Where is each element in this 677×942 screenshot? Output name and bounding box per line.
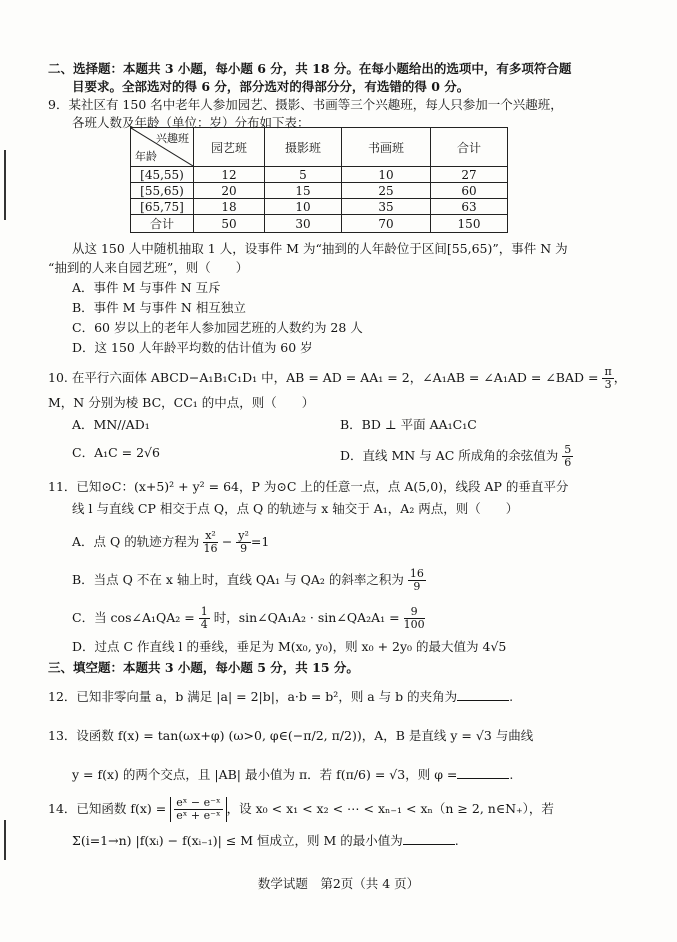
q9-stem-2: 各班人数及年龄（单位：岁）分布如下表： xyxy=(72,115,310,130)
q9-stem-3: 从这 150 人中随机抽取 1 人，设事件 M 为“抽到的人年龄位于区间[55,65)”，事件 N 为 xyxy=(72,241,568,256)
fraction-numerator: π xyxy=(604,365,612,378)
fraction xyxy=(236,530,251,555)
fraction-denominator: 4 xyxy=(200,618,208,631)
table-corner-cell xyxy=(131,128,194,167)
fraction-denominator: 9 xyxy=(413,580,421,593)
q10-option-c: C．A₁C = 2√6 xyxy=(72,445,160,460)
cell: 70 xyxy=(342,215,431,233)
row-label: [55,65) xyxy=(131,183,194,199)
fraction xyxy=(408,568,426,593)
q11-option-a xyxy=(72,530,659,555)
q9-option-a: A．事件 M 与事件 N 互斥 xyxy=(72,280,221,295)
period: . xyxy=(509,689,514,704)
cell: 25 xyxy=(342,183,431,199)
period: . xyxy=(454,833,459,848)
q12 xyxy=(48,688,659,706)
table-row xyxy=(131,199,508,215)
q12-text: 12．已知非零向量 a，b 满足 |a| = 2|b|，a·b = b²，则 a 与 b 的夹角为 xyxy=(48,689,458,704)
fraction-denominator: eˣ + e⁻ˣ xyxy=(176,809,221,822)
cell: 20 xyxy=(194,183,265,199)
fraction xyxy=(199,606,210,631)
cell: 27 xyxy=(431,167,508,183)
cell: 10 xyxy=(265,199,342,215)
q10-comma: ， xyxy=(613,370,627,385)
cell: 50 xyxy=(194,215,265,233)
cell: 12 xyxy=(194,167,265,183)
q10-options-row-2 xyxy=(72,443,659,469)
q10-options-row-1 xyxy=(72,416,659,434)
q10-stem-1-text: 10. 在平行六面体 ABCD−A₁B₁C₁D₁ 中，AB = AD = AA₁ = 2，∠A₁AB = ∠A₁AD = ∠BAD = xyxy=(48,370,599,385)
table-row xyxy=(131,167,508,183)
row-label: [45,55) xyxy=(131,167,194,183)
row-label: [65,75] xyxy=(131,199,194,215)
q10-stem-2: M，N 分别为棱 BC，CC₁ 的中点，则（ ） xyxy=(48,395,315,410)
q11-option-c-middle: 时，sin∠QA₁A₂ · sin∠QA₂A₁ = xyxy=(213,610,400,625)
header-cell: 园艺班 xyxy=(194,128,265,167)
q9-table xyxy=(130,127,508,233)
q11-stem-2: 线 l 与直线 CP 相交于点 Q，点 Q 的轨迹与 x 轴交于 A₁，A₂ 两点，则（ ） xyxy=(72,501,519,516)
q11-option-b xyxy=(72,568,659,593)
q10-option-a: A．MN//AD₁ xyxy=(72,417,150,432)
page-footer: 数学试题 第2页（共 4 页） xyxy=(257,876,420,891)
fraction-numerator: y² xyxy=(238,529,249,542)
q13-line-1-tail: ，A，B 是直线 y = √3 与曲线 xyxy=(361,728,534,743)
cell: 10 xyxy=(342,167,431,183)
q11-option-c xyxy=(72,606,659,631)
q10-stem-1 xyxy=(48,366,659,391)
header-cell: 合计 xyxy=(431,128,508,167)
fraction-numerator: 9 xyxy=(404,606,425,619)
binding-mark-top xyxy=(4,150,6,220)
cell: 30 xyxy=(265,215,342,233)
header-cell: 书画班 xyxy=(342,128,431,167)
answer-blank[interactable] xyxy=(403,832,455,845)
header-cell: 摄影班 xyxy=(265,128,342,167)
table-row xyxy=(131,183,508,199)
q9-stem-4: “抽到的人来自园艺班”，则（ ） xyxy=(48,260,249,275)
section-3-title: 三、填空题：本题共 3 小题，每小题 5 分，共 15 分。 xyxy=(48,660,359,675)
q10-option-d-text: D．直线 MN 与 AC 所成角的余弦值为 xyxy=(340,448,559,463)
q9-option-c: C．60 岁以上的老年人参加园艺班的人数约为 28 人 xyxy=(72,320,363,335)
equals-one: =1 xyxy=(250,534,270,549)
q9-option-b: B．事件 M 与事件 N 相互独立 xyxy=(72,300,246,315)
fraction-denominator: 3 xyxy=(604,378,612,391)
corner-top: 兴趣班 xyxy=(156,132,189,145)
answer-blank[interactable] xyxy=(457,766,509,779)
period: . xyxy=(509,767,514,782)
q11-option-c-text: C．当 cos∠A₁QA₂ = xyxy=(72,610,195,625)
cell: 5 xyxy=(265,167,342,183)
q14-abs-fraction xyxy=(170,797,226,822)
q11-option-a-text: A．点 Q 的轨迹方程为 xyxy=(72,534,200,549)
table-row xyxy=(131,215,508,233)
q14-sum-text: Σ(i=1→n) |f(xᵢ) − f(xᵢ₋₁)| ≤ M 恒成立，则 M 的最小值为 xyxy=(72,833,403,848)
q11-stem-1: 11．已知⊙C：(x+5)² + y² = 64，P 为⊙C 上的任意一点，点 A(5,0)，线段 AP 的垂直平分 xyxy=(48,479,569,494)
q14-line-2 xyxy=(72,832,659,850)
cell: 15 xyxy=(265,183,342,199)
q10-option-d-fraction xyxy=(562,444,573,469)
fraction-denominator: 9 xyxy=(240,542,248,555)
q10-angle-fraction xyxy=(602,366,613,391)
q9-stem-1: 9．某社区有 150 名中老年人参加园艺、摄影、书画等三个兴趣班，每人只参加一个兴趣班， xyxy=(48,97,563,112)
q14-function: 14．已知函数 f(x) = xyxy=(48,801,167,816)
fraction-numerator: 16 xyxy=(409,567,424,580)
fraction-denominator: 6 xyxy=(564,456,572,469)
q13-condition: (ω>0, φ∈(−π/2, π/2)) xyxy=(228,728,362,743)
row-label: 合计 xyxy=(131,215,194,233)
q13-line-2 xyxy=(72,766,659,784)
q13-text: y = f(x) 的两个交点，且 |AB| 最小值为 π．若 f(π/6) = √3，则 φ = xyxy=(72,767,458,782)
q11-option-d: D．过点 C 作直线 l 的垂线，垂足为 M(x₀, y₀)，则 x₀ + 2y₀ 的最大值为 4√5 xyxy=(72,639,507,654)
fraction-denominator: 100 xyxy=(403,618,425,631)
fraction xyxy=(203,530,218,555)
cell: 63 xyxy=(431,199,508,215)
cell: 18 xyxy=(194,199,265,215)
section-2-title-cont: 目要求。全部选对的得 6 分，部分选对的得部分分，有选错的得 0 分。 xyxy=(72,79,470,94)
fraction-numerator: eˣ − e⁻ˣ xyxy=(176,796,221,809)
fraction-denominator: 16 xyxy=(203,542,218,555)
fraction-numerator: 5 xyxy=(564,443,572,456)
cell: 60 xyxy=(431,183,508,199)
fraction xyxy=(404,606,425,631)
corner-bottom: 年龄 xyxy=(135,150,157,163)
q10-option-d xyxy=(340,444,573,469)
section-2-title: 二、选择题：本题共 3 小题，每小题 6 分，共 18 分。在每小题给出的选项中，有多项符合题 xyxy=(48,61,572,76)
binding-mark-bottom xyxy=(4,820,6,860)
q9-option-d: D．这 150 人年龄平均数的估计值为 60 岁 xyxy=(72,340,313,355)
answer-blank[interactable] xyxy=(457,688,509,701)
q14-line-1-tail: ，设 x₀ < x₁ < x₂ < ⋯ < xₙ₋₁ < xₙ（n ≥ 2, n∈N₊），若 xyxy=(226,801,554,816)
cell: 150 xyxy=(431,215,508,233)
q10-option-b: B．BD ⊥ 平面 AA₁C₁C xyxy=(340,417,477,432)
minus-sign: − xyxy=(221,534,233,549)
fraction-numerator: 1 xyxy=(200,605,208,618)
cell: 35 xyxy=(342,199,431,215)
q13-line-1 xyxy=(48,727,659,745)
fraction-numerator: x² xyxy=(205,529,216,542)
q13-function: 13．设函数 f(x) = tan(ωx+φ) xyxy=(48,728,225,743)
q11-option-b-text: B．当点 Q 不在 x 轴上时，直线 QA₁ 与 QA₂ 的斜率之积为 xyxy=(72,572,404,587)
q14-line-1 xyxy=(48,797,659,822)
